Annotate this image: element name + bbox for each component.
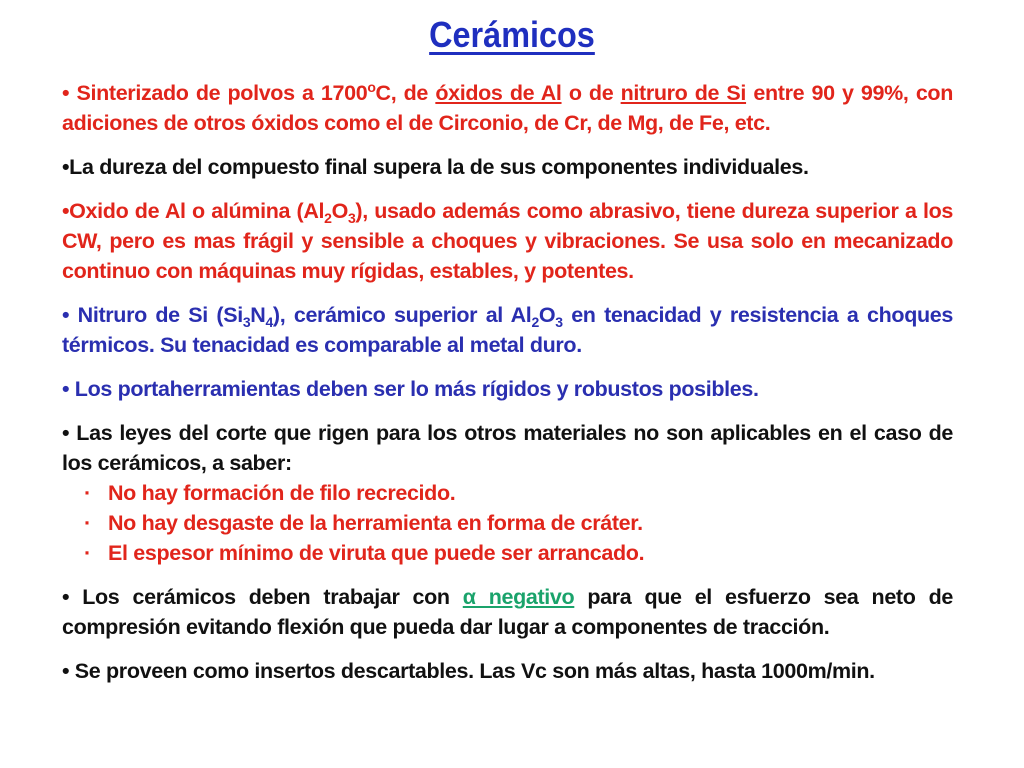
paragraph-sinterizado: • Sinterizado de polvos a 1700$^o$C, de óxidos de Al o de nitruro de Si entre 90 y 99%, con adiciones de otros óxidos como el de Circonio, de Cr, de Mg, de Fe, etc. [62,79,954,135]
paragraph-dureza: •La dureza del compuesto final supera la de sus componentes individuales. [62,155,809,179]
link-oxidos-de-al[interactable]: óxidos de Al [435,81,562,105]
paragraph-nitruro: • Nitruro de Si $(Si_3N_4)$, cerámico superior al $Al_2O_3$ en tenacidad y resistencia a choques térmicos. Su tenacidad es comparable al metal duro. [62,303,953,357]
paragraph-alfa-negativo: • Los cerámicos deben trabajar con α negativo para que el esfuerzo sea neto de compresión evitando flexión que pueda dar lugar a componentes de tracción. [62,585,953,639]
list-item: · El espesor mínimo de viruta que puede ser arrancado. [84,538,953,568]
link-nitruro-de-si[interactable]: nitruro de Si [620,81,747,105]
bullet: · [84,481,91,505]
bullet: · [84,541,91,565]
list-item: · No hay desgaste de la herramienta en forma de cráter. [84,508,953,538]
paragraph-insertos: • Se proveen como insertos descartables. Las Vc son más altas, hasta 1000m/min. [62,659,875,683]
list-item: · No hay formación de filo recrecido. [84,478,953,508]
paragraph-portaherramientas: • Los portaherramientas deben ser lo más rígidos y robustos posibles. [62,377,759,401]
bullet: · [84,511,91,535]
paragraph-leyes-del-corte: • Las leyes del corte que rigen para los otros materiales no son aplicables en el caso de los cerámicos, a saber: · No hay formación de filo recrecido. · No hay desgaste de la herramienta en forma de cráter. · El espesor mínimo de viruta que puede ser arrancado. [62,418,953,568]
paragraph-alumina: •Oxido de Al o alúmina $(Al_2O_3)$, usado además como abrasivo, tiene dureza superior a los CW, pero es mas frágil y sensible a choques y vibraciones. Se usa solo en mecanizado continuo con máquinas muy rígidas, estables, y potentes. [62,199,953,283]
bullet: • [62,81,70,105]
slide-body [62,78,953,686]
sub-list [62,478,953,568]
link-alfa-negativo[interactable]: α negativo [462,585,575,609]
slide-title: Cerámicos [429,14,595,55]
